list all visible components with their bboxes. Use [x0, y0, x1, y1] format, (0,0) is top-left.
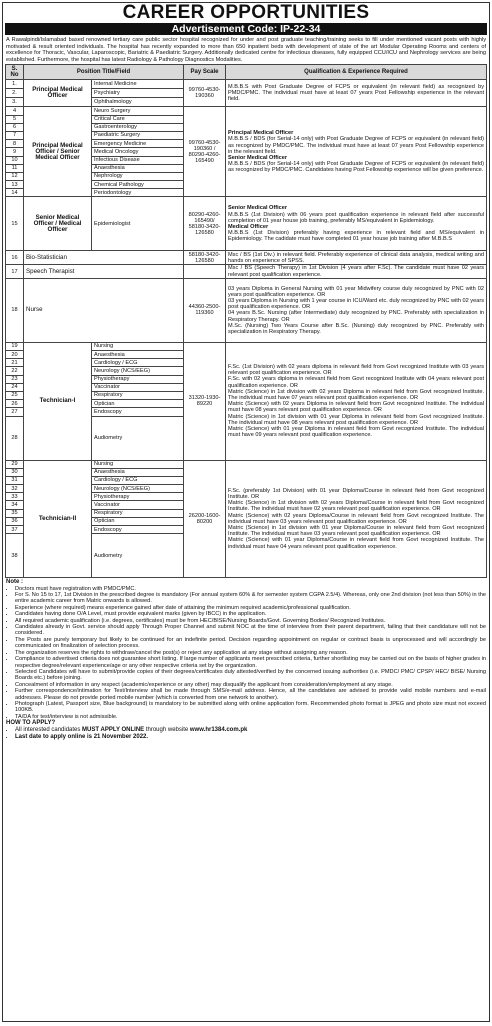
serial-number: 21 — [6, 359, 24, 367]
serial-number: 31 — [6, 476, 24, 484]
serial-number: 14 — [6, 189, 24, 197]
qualification-text: Matric (Science) in 1st division with 02 years Diploma in relevant field from Govt recognized Institute. The individual must have 07 years relevant post qualification experience. OR — [228, 388, 484, 401]
qualification-item — [228, 286, 484, 298]
position-field: Anaesthesia — [92, 351, 184, 359]
serial-number: 13 — [6, 181, 24, 189]
table-row — [6, 278, 487, 342]
position-field: Chemical Pathology — [92, 181, 184, 189]
note-item: • Further correspondence/intimation for Test/Interview shall be made through SMS/e-mail address. Hence, all the candidates are advised to provide valid mobile numbers and e-mail addresses. Please do not provide ported mobile number (which is converted from one network to another). — [15, 688, 486, 701]
qualification-item — [228, 265, 484, 277]
qualification-text: M.B.B.S / BDS (for Serial-14 only) with Post Graduate Degree of FCPS or equivalent (in relevant field) as recognized by PMDC/PMC. The individual must have at least 07 years Post Fellowship experience in the relevant field. — [228, 136, 484, 155]
qualification-text: Msc / BS (1st Div.) in relevant field. Preferably experience of clinical data analysis, medical writing and hands on experience of SPSS. — [228, 251, 484, 264]
qualification-item — [228, 537, 484, 549]
serial-number: 19 — [6, 342, 24, 350]
table-row — [6, 251, 487, 265]
position-field: Vaccinator — [92, 501, 184, 509]
qualification-text: M.B.B.S / BDS (for Serial-14 only) with Post Graduate Degree of FCPS or equivalent (in relevant field) as recognized by PMDC/PMC. Candidates having Post Fellowship experience will be given preference. — [228, 161, 484, 174]
last-date-line: • Last date to apply online is 21 November 2022. — [15, 734, 486, 741]
qualification-item — [228, 513, 484, 525]
serial-number: 2. — [6, 89, 24, 98]
note-item: • For S. No 15 to 17, 1st Division in the prescribed degree is mandatory (For annual system 60% & for semester system CGPA 2.5/4). Whereas, only one 2nd division (not less than 50%) in the entire academic career from Matric onwards is allowed. — [15, 592, 486, 605]
qualification-item — [228, 323, 484, 335]
qualification-item — [228, 414, 484, 426]
note-item: • Selected Candidates will have to submit/provide copies of their degrees/certificates duly attested/verified by the concerned issuing authorities (i.e. PMDC/ PMC/ CPSP/ HEC/ BISE/ Nursing Boards etc.) before joining. — [15, 669, 486, 682]
serial-number: 35 — [6, 509, 24, 517]
qualification-cell — [226, 251, 487, 265]
serial-number: 29 — [6, 460, 24, 468]
position-field: Anaesthesia — [92, 468, 184, 476]
pay-scale: 99760-4530-190360 / 80290-4260-165490 — [184, 107, 226, 197]
serial-number: 5 — [6, 115, 24, 123]
qualification-cell — [226, 460, 487, 578]
qualification-text: 04 years B.Sc. Nursing (after Intermediate) duly recognized by PNC. Preferably with specialization in Respiratory Therapy. OR — [228, 310, 484, 323]
serial-number: 23 — [6, 375, 24, 383]
vacancies-table — [5, 64, 487, 578]
table-row — [6, 342, 487, 350]
position-field: Cardiology / ECG — [92, 359, 184, 367]
serial-number: 12 — [6, 172, 24, 180]
position-field: Neuro Surgery — [92, 107, 184, 115]
note-item: • All required academic qualification (i.e. degrees, certificates) must be from HEC/BISE/Nursing Boards/Govt. Governing Bodies/ Recognized Institutes. — [15, 618, 486, 624]
qualification-item — [228, 155, 484, 174]
position-field: Optician — [92, 400, 184, 408]
qualification-item — [228, 426, 484, 438]
qualification-text: M.B.B.S with Post Graduate Degree of FCPS or equivalent (in relevant field) as recognized by PMDC/PMC. The individual must have at least 07 years Post Fellowship experience in the relevant field. — [228, 84, 484, 103]
qualification-text: 03 years Diploma in General Nursing with 01 year Midwifery course duly recognized by PNC with 02 years post qualification experience. OR — [228, 285, 484, 298]
qualification-text: Matric (Science) with 01 year Diploma in relevant field from Govt recognized Institute. The individual must have 09 years relevant post qualification experience. — [228, 426, 484, 439]
qualification-cell — [226, 80, 487, 107]
note-item: • Candidates having done O/A Level, must provide equivalent marks (given by IBCC) in the application. — [15, 611, 486, 617]
qualification-text: Msc / BS (Speech Therapy) in 1st Division (4 years after F.Sc). The candidate must have 02 years relevant post qualification experience. — [228, 265, 484, 278]
position-field: Physiotherapy — [92, 493, 184, 501]
note-item: • The Posts are purely temporary but likely to be continued for an indefinite period. Decision regarding appointment on regular or contract basis is unprocessed and will accordingly be communicated on finalization of selection process. — [15, 637, 486, 650]
serial-number: 32 — [6, 485, 24, 493]
website-link[interactable]: www.hr1384.com.pk — [189, 727, 248, 734]
serial-number: 34 — [6, 501, 24, 509]
position-title: Bio-Statistician — [24, 251, 184, 265]
serial-number: 20 — [6, 351, 24, 359]
qualification-text: Matric (Science) with 02 years Diploma/Course in relevant field from Govt recognized Institute. The individual must have 03 years relevant post qualification experience. OR — [228, 512, 484, 525]
serial-number: 27 — [6, 408, 24, 416]
notes-list — [6, 586, 486, 721]
header-qualification: Qualification & Experience Required — [226, 65, 487, 80]
qualification-item — [228, 84, 484, 103]
serial-number: 30 — [6, 468, 24, 476]
qualification-heading: Medical Officer — [228, 223, 269, 230]
qualification-cell — [226, 197, 487, 251]
position-field: Medical Oncology — [92, 148, 184, 156]
serial-number: 11 — [6, 164, 24, 172]
qualification-heading: Senior Medical Officer — [228, 205, 288, 212]
serial-number: 25 — [6, 391, 24, 399]
position-field: Emergency Medicine — [92, 140, 184, 148]
qualification-item — [228, 401, 484, 413]
qualification-text: Matric (Science) with 01 year Diploma/Course in relevant field from Govt recognized Institute. The individual must have 04 years relevant post qualification experience. — [228, 537, 484, 550]
position-field: Endoscopy — [92, 526, 184, 534]
position-field: Paediatric Surgery — [92, 131, 184, 139]
position-field: Vaccinator — [92, 383, 184, 391]
serial-number: 10 — [6, 156, 24, 164]
pay-scale: 44360-2500-119360 — [184, 278, 226, 342]
pay-scale: 80290-4260-165490/ 58180-3420-126580 — [184, 197, 226, 251]
qualification-item — [228, 205, 484, 224]
qualification-item — [228, 130, 484, 155]
position-field: Physiotherapy — [92, 375, 184, 383]
position-title: Principal Medical Officer / Senior Medical Officer — [24, 107, 92, 197]
position-title: Technician-II — [24, 460, 92, 578]
qualification-heading: Senior Medical Officer — [228, 155, 288, 161]
last-date: 21 November 2022. — [93, 734, 149, 741]
serial-number: 8 — [6, 140, 24, 148]
table-row — [6, 80, 487, 89]
qualification-cell — [226, 265, 487, 278]
serial-number: 18 — [6, 278, 24, 342]
position-title: Speech Therapist — [24, 265, 184, 278]
qualification-text: M.Sc. (Nursing) Two Years Course after B.Sc. (Nursing) duly recognized by PNC. Preferably with specialization in Respiratory Therapy. — [228, 322, 484, 335]
intro-paragraph: A Rawalpindi/Islamabad based renowned tertiary care public sector hospital recognized for under and post graduate teaching/training seeks to fill under mentioned vacant posts with highly motivated & result oriented individuals. The hospital has recently expanded to more than 650 inpatient beds with development of state of the art Modular Operating Rooms and centers of excellence for Thoracic, Vascular, Laparoscopic, Bariatric & Paediatric Surgery. Additionally dedicated centre for infectious diseases, fully equipped CCU/ICU and Nephrology services are being established. Furthermore, the hospital has latest Radiology & Pathology Diagnostics Modalities. — [6, 37, 486, 63]
position-title: Technician-I — [24, 342, 92, 460]
position-field: Audiometry — [92, 416, 184, 460]
note-item: • Candidates already in Govt. service should apply Through Proper Channel and submit NOC at the time of interview from their parent department, failing that their candidature will not be considered. — [15, 624, 486, 637]
serial-number: 37 — [6, 526, 24, 534]
pay-scale — [184, 265, 226, 278]
position-title: Senior Medical Officer / Medical Officer — [24, 197, 92, 251]
qualification-text: F.Sc. (1st Division) with 02 years diploma in relevant field from Govt recognized Institute with 03 years relevant post qualification experience. OR — [228, 363, 484, 377]
qualification-text: M.B.B.S (1st Division) preferably having experience in relevant field and MS/equivalent in Epidemiology. The cadidate must have completed 01 year house job training after M.B.B.S — [228, 230, 484, 243]
serial-number: 33 — [6, 493, 24, 501]
position-field: Internal Medicine — [92, 80, 184, 89]
qualification-item — [228, 525, 484, 537]
serial-number: 7 — [6, 131, 24, 139]
qualification-text: M.B.B.S (1st Division) with 06 years post qualification experience in relevant field after successful completion of 01 year house job training, preferably MS/equivalent in Epidemiology. — [228, 211, 484, 224]
position-field: Respiratory — [92, 391, 184, 399]
qualification-item — [228, 252, 484, 264]
serial-number: 9 — [6, 148, 24, 156]
qualification-item — [228, 488, 484, 500]
table-header-row — [6, 65, 487, 80]
qualification-item — [228, 224, 484, 243]
position-field: Anaesthesia — [92, 164, 184, 172]
position-field: Respiratory — [92, 509, 184, 517]
page-title: CAREER OPPORTUNITIES — [122, 2, 370, 23]
serial-number: 3. — [6, 98, 24, 107]
position-field: Epidemiologist — [92, 197, 184, 251]
qualification-item — [228, 298, 484, 310]
qualification-text: 03 years Diploma in Nursing with 1 year course in ICU/Ward etc. duly recognized by PNC with 02 years post qualification experience. OR — [228, 297, 484, 311]
position-field: Gastroenterology — [92, 123, 184, 131]
serial-number: 17 — [6, 265, 24, 278]
qualification-item — [228, 376, 484, 388]
serial-number: 36 — [6, 517, 24, 525]
serial-number: 24 — [6, 383, 24, 391]
pay-scale: 58180-3420-126580 — [184, 251, 226, 265]
note-item: • The organization reserves the rights to withdraw/cancel the post(s) or reject any application at any stage without assigning any reason. — [15, 650, 486, 656]
header-pay-scale: Pay Scale — [184, 65, 226, 80]
position-field: Psychiatry — [92, 89, 184, 98]
qualification-cell — [226, 342, 487, 460]
position-field: Optician — [92, 517, 184, 525]
pay-scale: 31320-1930-89220 — [184, 342, 226, 460]
qualification-text: F.Sc. (preferably 1st Division) with 01 year Diploma/Course in relevant field from Govt recognized Institute. OR — [228, 487, 484, 501]
qualification-text: Matric (Science) in 1st division with 01 year Diploma in relevant field from Govt recognized Institute. The individual must have 08 years relevant post qualification experience. OR — [228, 413, 484, 426]
serial-number: 22 — [6, 367, 24, 375]
serial-number: 28 — [6, 416, 24, 460]
how-to-apply-label: HOW TO APPLY? — [6, 720, 56, 727]
serial-number: 6 — [6, 123, 24, 131]
qualification-item — [228, 500, 484, 512]
position-field: Nursing — [92, 460, 184, 468]
header-position: Position Title/Field — [24, 65, 184, 80]
note-item: • Concealment of information in any respect (academic/experience or any other) may disqualify the applicant from consideration/employment at any stage. — [15, 682, 486, 688]
qualification-item — [228, 310, 484, 322]
qualification-heading: Principal Medical Officer — [228, 130, 294, 137]
qualification-cell — [226, 278, 487, 342]
serial-number: 38 — [6, 534, 24, 578]
position-field: Endoscopy — [92, 408, 184, 416]
serial-number: 4 — [6, 107, 24, 115]
qualification-text: Matric (Science) in 1st division with 01 year Diploma/Course in relevant field from Govt recognized Institute. The individual must have 03 years relevant post qualification experience. OR — [228, 525, 484, 538]
position-field: Audiometry — [92, 534, 184, 578]
vacancies-table-body — [6, 80, 487, 578]
serial-number: 26 — [6, 400, 24, 408]
qualification-cell — [226, 107, 487, 197]
position-field: Neurology (NCS/EEG) — [92, 367, 184, 375]
apply-online-line: • All interested candidates MUST APPLY ONLINE through website www.hr1384.com.pk — [15, 727, 486, 734]
serial-number: 15 — [6, 197, 24, 251]
table-row — [6, 107, 487, 115]
qualification-item — [228, 364, 484, 376]
position-field: Cardiology / ECG — [92, 476, 184, 484]
qualification-text: Matric (Science) in 1st division with 02 years Diploma/Course in relevant field from Govt recognized Institute. The individual must have 02 years relevant post qualification experience. OR — [228, 500, 484, 513]
serial-number: 16 — [6, 251, 24, 265]
note-item: • Doctors must have registration with PMDC/PMC. — [15, 586, 486, 592]
position-field: Critical Care — [92, 115, 184, 123]
position-field: Ophthalmology — [92, 98, 184, 107]
note-item: • TA/DA for test/interview is not admissible. — [15, 714, 486, 720]
position-title: Principal Medical Officer — [24, 80, 92, 107]
pay-scale: 26200-1600-80200 — [184, 460, 226, 578]
note-item: • Photograph (Latest, Passport size, Blue background) is mandatory to be submitted along with online application form. Recommended photo format is JPEG and photo size must not exceed 100KB. — [15, 701, 486, 714]
table-row — [6, 460, 487, 468]
position-field: Neurology (NCS/EEG) — [92, 485, 184, 493]
serial-number: 1. — [6, 80, 24, 89]
how-to-apply-section — [3, 720, 489, 741]
position-field: Infectious Disease — [92, 156, 184, 164]
position-field: Nursing — [92, 342, 184, 350]
qualification-item — [228, 389, 484, 401]
advertisement-page — [2, 2, 490, 1022]
position-field: Nephrology — [92, 172, 184, 180]
note-item: • Compliance to advertised criteria does not guarantee short listing. If large number of applicants meet prescribed criteria, further shortlisting may be carried out on the basis of higher grades in respective degree/relevant experience/age or any other respective criteria set by the organization. — [15, 656, 486, 669]
notes-label: Note : — [6, 579, 23, 586]
position-title: Nurse — [24, 278, 184, 342]
qualification-text: F.Sc. with 02 years diploma in relevant field from Govt recognized Institute with 04 years relevant post qualification experience. OR — [228, 376, 484, 389]
qualification-text: Matric (Science) with 02 years Diploma in relevant field from Govt recognized Institute. The individual must have 08 years relevant post qualification experience. OR — [228, 401, 484, 414]
note-item: • Experience (where required) means experience gained after date of attaining the minimum required academic/professional qualification. — [15, 605, 486, 611]
position-field: Periodontology — [92, 189, 184, 197]
notes-section — [3, 578, 489, 720]
table-row — [6, 197, 487, 251]
advertisement-code-banner: Advertisement Code: IP-22-34 — [5, 23, 487, 35]
table-row — [6, 265, 487, 278]
header-sno: S. No — [6, 65, 24, 80]
pay-scale: 99760-4530-190360 — [184, 80, 226, 107]
